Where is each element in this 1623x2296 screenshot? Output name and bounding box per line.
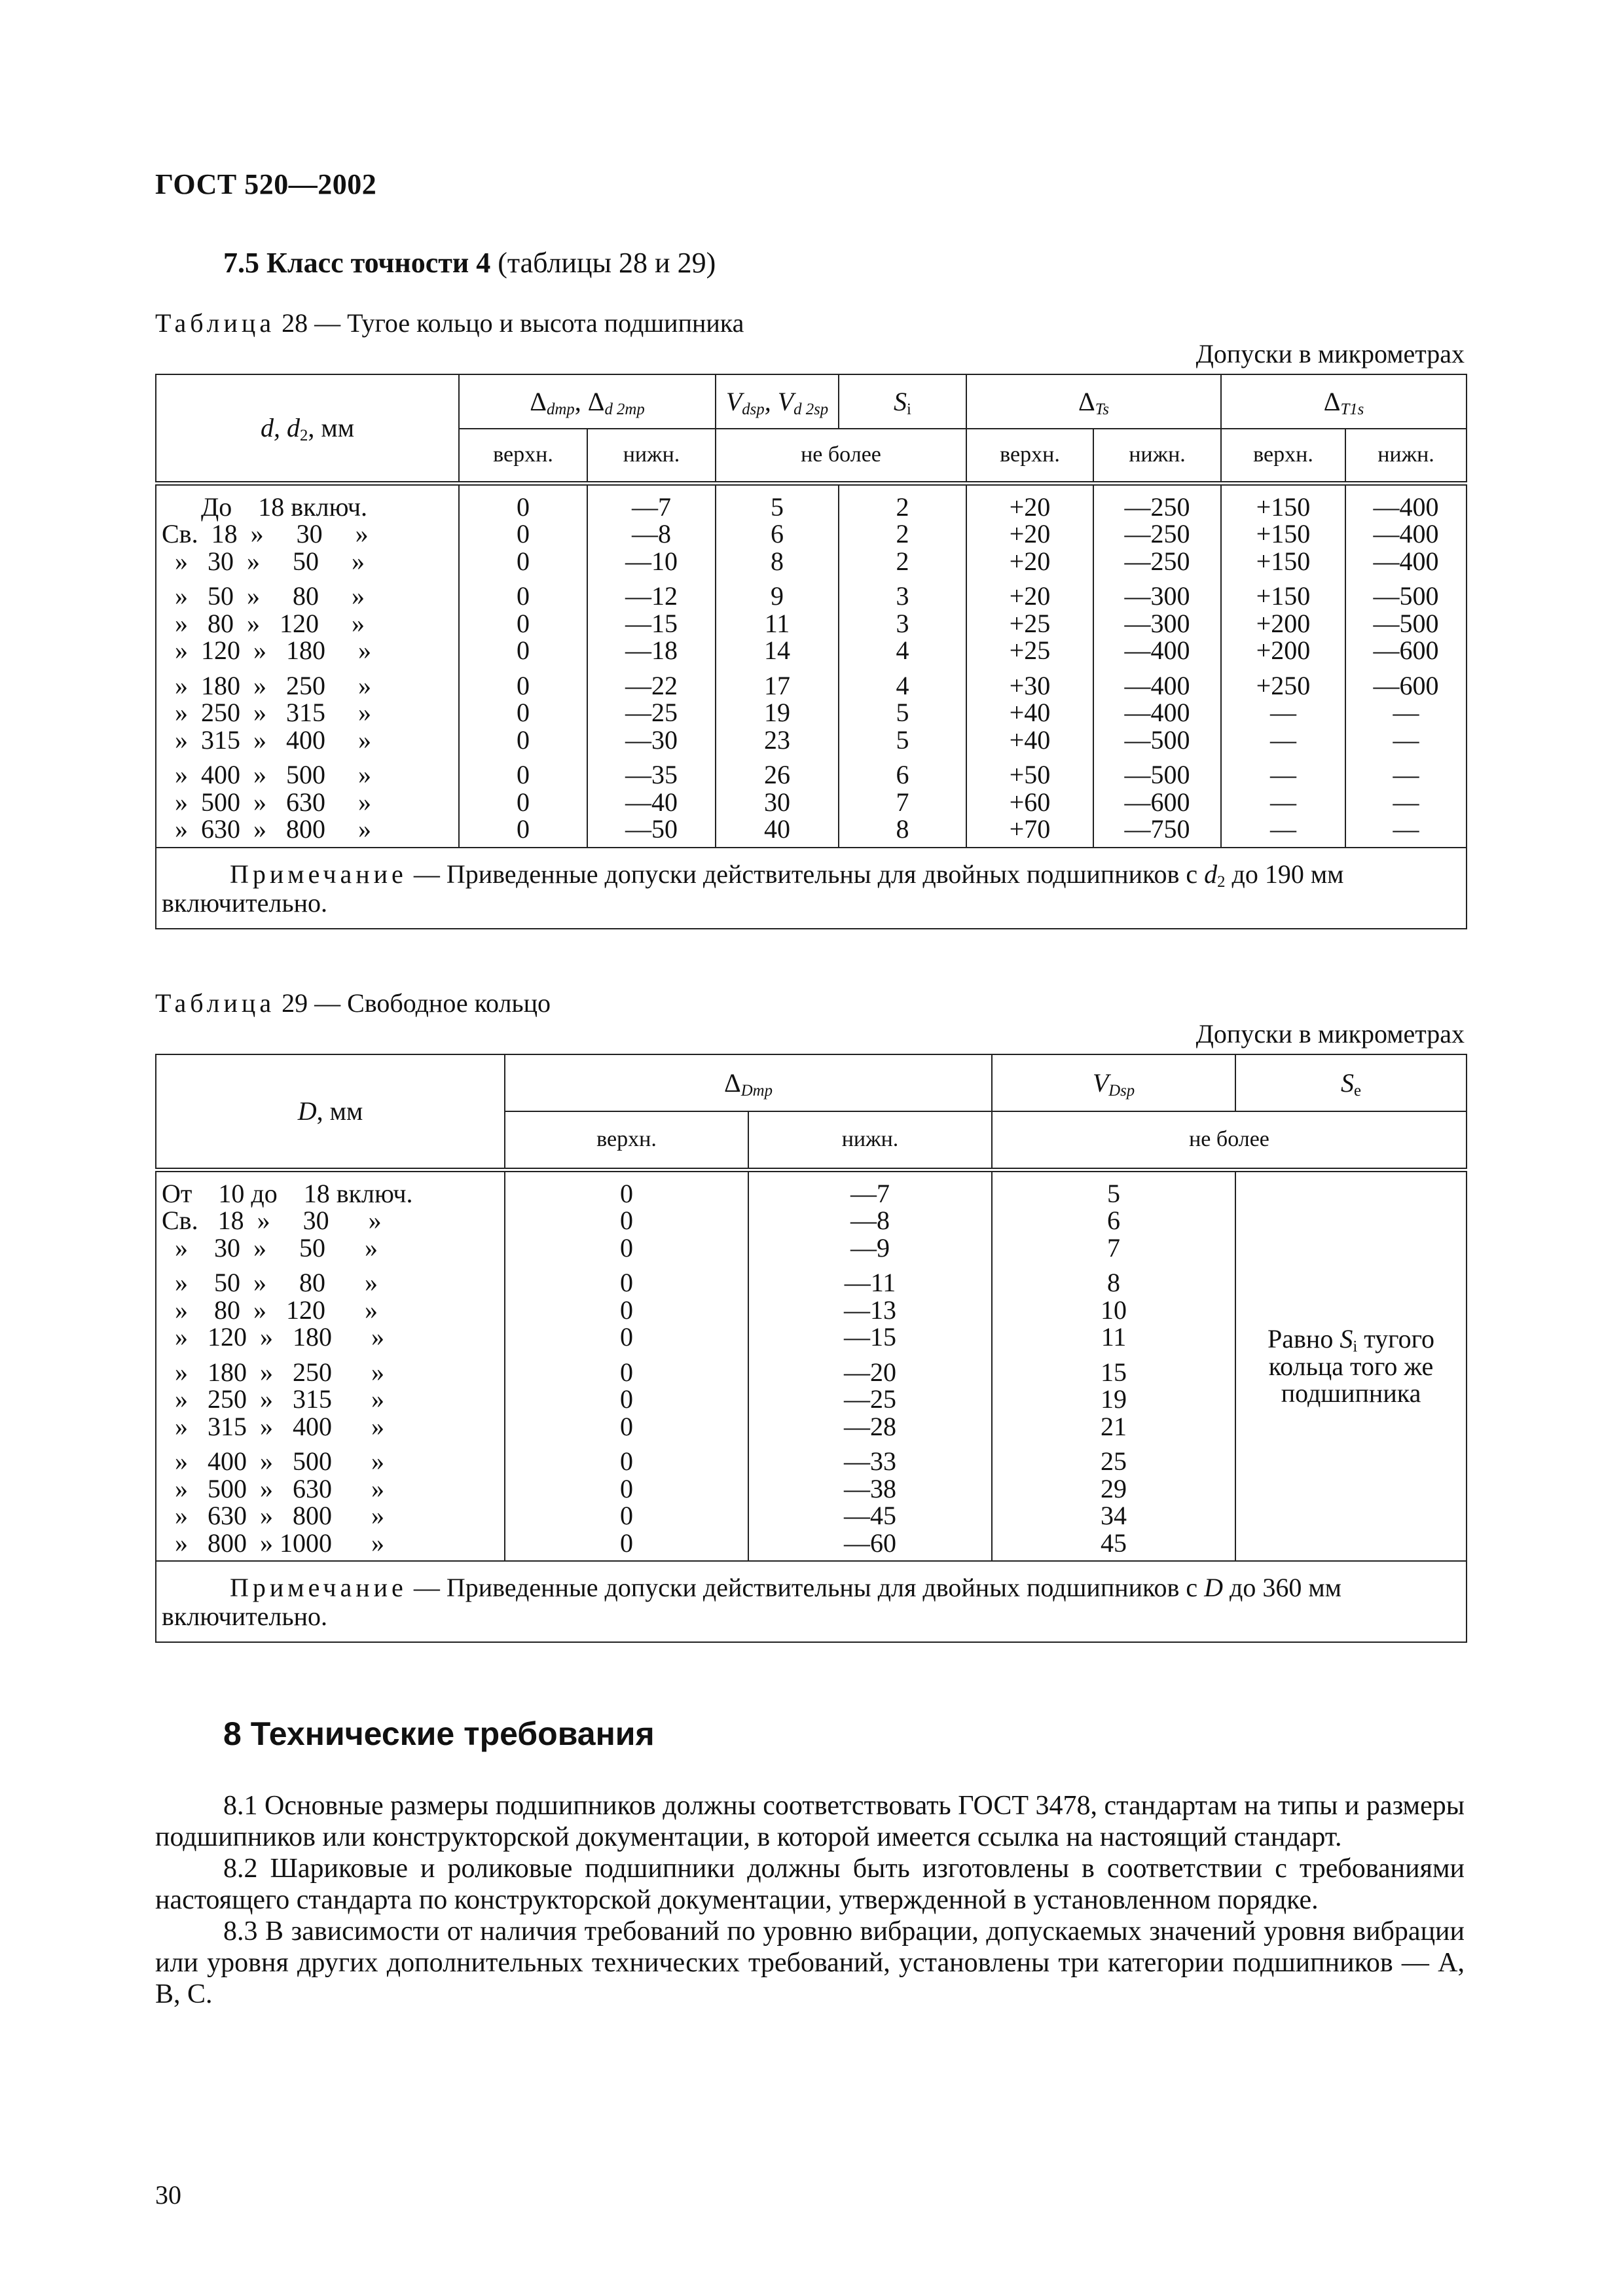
table-cell-value: 30 xyxy=(764,787,790,817)
value-column xyxy=(1093,483,1221,848)
table-cell-value: +150 xyxy=(1256,492,1311,522)
table-cell-value: 6 xyxy=(1107,1206,1121,1235)
value-column xyxy=(1345,483,1467,848)
table-cell-value: —28 xyxy=(844,1411,896,1441)
table-cell-value: —400 xyxy=(1373,492,1439,522)
table-cell-value: —500 xyxy=(1124,760,1190,789)
table-cell-value: 0 xyxy=(517,608,530,638)
size-range-label: Св. 18 » 30 » xyxy=(162,519,369,548)
table-cell-value: —60 xyxy=(844,1528,896,1558)
table-cell-value: —33 xyxy=(844,1446,896,1476)
table-cell-value: 45 xyxy=(1101,1528,1127,1558)
value-column xyxy=(716,483,839,848)
table-cell-value: —45 xyxy=(844,1501,896,1530)
size-range-label: » 250 » 315 » xyxy=(162,698,371,727)
subheader-lower: нижн. xyxy=(1345,429,1467,483)
section-7-5-heading: 7.5 Класс точности 4 (таблицы 28 и 29) xyxy=(223,247,716,279)
table-cell-value: 21 xyxy=(1101,1411,1127,1441)
table-cell-value: —38 xyxy=(844,1473,896,1503)
table-cell-value: 5 xyxy=(896,698,909,727)
table-cell-value: +250 xyxy=(1256,670,1311,700)
size-range-label: » 80 » 120 » xyxy=(162,1295,378,1325)
table-cell-value: 3 xyxy=(896,608,909,638)
table-cell-value: —40 xyxy=(625,787,678,817)
table-cell-value: 11 xyxy=(764,608,790,638)
table-28 xyxy=(155,374,1467,929)
table-cell-value: +25 xyxy=(1009,636,1051,665)
table-cell-value: —600 xyxy=(1124,787,1190,817)
size-range-label: » 50 » 80 » xyxy=(162,581,365,611)
table-cell-value: +200 xyxy=(1256,636,1311,665)
table-cell-value: 0 xyxy=(620,1411,633,1441)
table-cell-value: —600 xyxy=(1373,670,1439,700)
table-cell-value: 0 xyxy=(620,1322,633,1352)
table-cell-value: 14 xyxy=(764,636,790,665)
table-cell-value: +60 xyxy=(1009,787,1051,817)
table-cell-value: —8 xyxy=(632,519,671,548)
table-cell-value: — xyxy=(1393,787,1419,817)
table-cell-value: —250 xyxy=(1124,519,1190,548)
value-column xyxy=(1221,483,1345,848)
value-column xyxy=(992,1170,1235,1561)
value-column xyxy=(966,483,1093,848)
table-cell-value: —7 xyxy=(850,1178,890,1208)
table-cell-value: 0 xyxy=(517,670,530,700)
table-cell-value: —750 xyxy=(1124,814,1190,844)
table-cell-value: —15 xyxy=(625,608,678,638)
table-cell-value: —600 xyxy=(1373,636,1439,665)
table-cell-value: 8 xyxy=(896,814,909,844)
size-range-label: » 500 » 630 » xyxy=(162,787,371,817)
size-range-label: » 80 » 120 » xyxy=(162,608,365,638)
table-cell-value: —13 xyxy=(844,1295,896,1325)
table-cell-value: — xyxy=(1393,760,1419,789)
table-cell-value: 0 xyxy=(517,787,530,817)
size-range-label: » 400 » 500 » xyxy=(162,1446,384,1476)
size-column xyxy=(156,483,459,848)
table-cell-value: —500 xyxy=(1124,725,1190,755)
table-cell-value: 7 xyxy=(896,787,909,817)
page-number: 30 xyxy=(155,2180,181,2210)
table-cell-value: 5 xyxy=(771,492,784,522)
size-range-label: » 120 » 180 » xyxy=(162,636,371,665)
table-cell-value: —22 xyxy=(625,670,678,700)
table-cell-value: 0 xyxy=(517,581,530,611)
table-cell-value: 0 xyxy=(517,725,530,755)
subheader-lower: нижн. xyxy=(1093,429,1221,483)
size-range-label: От 10 до 18 включ. xyxy=(162,1178,413,1208)
header-v-Dsp: $V_{Dsp}$ xyxy=(992,1054,1235,1111)
table-cell-value: 17 xyxy=(764,670,790,700)
table-cell-value: 19 xyxy=(1101,1384,1127,1414)
table-cell-value: 25 xyxy=(1101,1446,1127,1476)
table-cell-value: 15 xyxy=(1101,1357,1127,1387)
value-column xyxy=(505,1170,748,1561)
table-28-note: Примечание — Приведенные допуски действительны для двойных подшипников с $d_2$ до 190 мм включительно. xyxy=(156,848,1467,929)
se-merged-cell: Равно $S_i$ тугого кольца того же подшипника xyxy=(1235,1170,1467,1561)
table-cell-value: +200 xyxy=(1256,608,1311,638)
header-s-e: $S_e$ xyxy=(1235,1054,1467,1111)
table-cell-value: —300 xyxy=(1124,581,1190,611)
table-cell-value: —11 xyxy=(844,1268,896,1297)
header-d-size: d, $d_2$, мм xyxy=(156,374,459,483)
table-cell-value: —8 xyxy=(850,1206,890,1235)
size-range-label: » 800 » 1000 » xyxy=(162,1528,384,1558)
subheader-upper: верхн. xyxy=(505,1111,748,1170)
paragraph-8-2: 8.2 Шариковые и роликовые подшипники должны быть изготовлены в соответствии с требованиями настоящего стандарта по конструкторской документации, утвержденной в установленном порядке. xyxy=(155,1854,1465,1915)
table-cell-value: —25 xyxy=(844,1384,896,1414)
table-cell-value: 6 xyxy=(896,760,909,789)
table-cell-value: 2 xyxy=(896,492,909,522)
table-cell-value: +40 xyxy=(1009,725,1051,755)
table-cell-value: —250 xyxy=(1124,546,1190,576)
header-delta-ts: $\Delta_{Ts}$ xyxy=(966,374,1221,429)
table-cell-value: — xyxy=(1270,698,1296,727)
table-cell-value: 0 xyxy=(620,1232,633,1263)
size-range-label: » 120 » 180 » xyxy=(162,1322,384,1352)
subheader-lower: нижн. xyxy=(587,429,716,483)
size-range-label: » 630 » 800 » xyxy=(162,814,371,844)
table-cell-value: 40 xyxy=(764,814,790,844)
table-cell-value: —400 xyxy=(1373,519,1439,548)
table-cell-value: +30 xyxy=(1009,670,1051,700)
table-cell-value: +25 xyxy=(1009,608,1051,638)
size-range-label: Св. 18 » 30 » xyxy=(162,1206,382,1235)
table-28-units: Допуски в микрометрах xyxy=(1195,339,1465,368)
subheader-max: не более xyxy=(992,1111,1467,1170)
table-cell-value: —20 xyxy=(844,1357,896,1387)
table-cell-value: —300 xyxy=(1124,608,1190,638)
table-cell-value: +150 xyxy=(1256,581,1311,611)
table-cell-value: — xyxy=(1270,787,1296,817)
table-cell-value: 4 xyxy=(896,670,909,700)
table-cell-value: — xyxy=(1270,760,1296,789)
table-cell-value: +20 xyxy=(1009,492,1051,522)
table-cell-value: 0 xyxy=(620,1206,633,1235)
table-cell-value: —7 xyxy=(632,492,671,522)
size-range-label: » 315 » 400 » xyxy=(162,1411,384,1441)
table-cell-value: —500 xyxy=(1373,581,1439,611)
size-range-label: » 30 » 50 » xyxy=(162,1232,378,1263)
table-cell-value: 0 xyxy=(517,636,530,665)
size-range-label: » 315 » 400 » xyxy=(162,725,371,755)
paragraph-8-1: 8.1 Основные размеры подшипников должны соответствовать ГОСТ 3478, стандартам на типы и размеры подшипников или конструкторской документации, в которой имеется ссылка на настоящий стандарт. xyxy=(155,1791,1465,1852)
table-cell-value: — xyxy=(1393,698,1419,727)
size-range-label: До 18 включ. xyxy=(162,492,368,522)
table-cell-value: 8 xyxy=(1107,1268,1121,1297)
table-cell-value: —500 xyxy=(1373,608,1439,638)
table-cell-value: —30 xyxy=(625,725,678,755)
table-cell-value: 19 xyxy=(764,698,790,727)
table-cell-value: 0 xyxy=(620,1528,633,1558)
table-cell-value: —12 xyxy=(625,581,678,611)
table-cell-value: 0 xyxy=(620,1295,633,1325)
value-column xyxy=(587,483,716,848)
subheader-upper: верхн. xyxy=(459,429,587,483)
table-cell-value: —35 xyxy=(625,760,678,789)
table-cell-value: 26 xyxy=(764,760,790,789)
paragraph-8-3: 8.3 В зависимости от наличия требований по уровню вибрации, допускаемых значений уровня вибрации или уровня других дополнительных технических требований, установлены три категории подшипников — А, В, С. xyxy=(155,1916,1465,2009)
table-cell-value: +40 xyxy=(1009,698,1051,727)
table-cell-value: 3 xyxy=(896,581,909,611)
table-cell-value: 0 xyxy=(517,492,530,522)
table-cell-value: 0 xyxy=(517,519,530,548)
table-cell-value: +20 xyxy=(1009,519,1051,548)
document-header: ГОСТ 520—2002 xyxy=(155,168,377,200)
table-cell-value: 0 xyxy=(620,1473,633,1503)
table-cell-value: +20 xyxy=(1009,546,1051,576)
table-cell-value: 6 xyxy=(771,519,784,548)
table-cell-value: 2 xyxy=(896,546,909,576)
header-v-dsp: $V_{dsp}$, $V_{d 2sp}$ xyxy=(716,374,839,429)
table-cell-value: —9 xyxy=(850,1232,890,1263)
table-cell-value: 7 xyxy=(1107,1232,1121,1263)
table-cell-value: 0 xyxy=(517,760,530,789)
table-29 xyxy=(155,1054,1467,1643)
table-cell-value: — xyxy=(1270,814,1296,844)
table-cell-value: 0 xyxy=(620,1501,633,1530)
header-delta-dmp: $\Delta_{dmp}$, $\Delta_{d 2mp}$ xyxy=(459,374,716,429)
value-column xyxy=(839,483,966,848)
table-cell-value: 0 xyxy=(620,1268,633,1297)
size-range-label: » 250 » 315 » xyxy=(162,1384,384,1414)
table-cell-value: 5 xyxy=(896,725,909,755)
table-cell-value: —50 xyxy=(625,814,678,844)
table-cell-value: —400 xyxy=(1124,698,1190,727)
table-28-body xyxy=(156,483,1467,848)
table-29-caption: Таблица 29 — Свободное кольцо xyxy=(155,988,551,1018)
header-delta-Dmp: $\Delta_{Dmp}$ xyxy=(505,1054,992,1111)
table-cell-value: 2 xyxy=(896,519,909,548)
table-cell-value: 8 xyxy=(771,546,784,576)
header-delta-t1s: $\Delta_{T1s}$ xyxy=(1221,374,1467,429)
table-29-body xyxy=(156,1170,1467,1561)
size-range-label: » 180 » 250 » xyxy=(162,670,371,700)
table-cell-value: +150 xyxy=(1256,519,1311,548)
subheader-lower: нижн. xyxy=(748,1111,992,1170)
table-cell-value: 0 xyxy=(517,698,530,727)
header-D-size: D, мм xyxy=(156,1054,505,1170)
table-cell-value: 0 xyxy=(620,1357,633,1387)
table-cell-value: 5 xyxy=(1107,1178,1121,1208)
table-cell-value: — xyxy=(1393,725,1419,755)
table-29-note: Примечание — Приведенные допуски действительны для двойных подшипников с D до 360 мм включительно. xyxy=(156,1561,1467,1642)
subheader-max: не более xyxy=(716,429,966,483)
table-cell-value: —25 xyxy=(625,698,678,727)
table-29-units: Допуски в микрометрах xyxy=(1195,1019,1465,1049)
table-cell-value: 29 xyxy=(1101,1473,1127,1503)
table-cell-value: 0 xyxy=(517,814,530,844)
table-cell-value: 0 xyxy=(517,546,530,576)
size-range-label: » 30 » 50 » xyxy=(162,546,365,576)
table-cell-value: +150 xyxy=(1256,546,1311,576)
table-cell-value: 0 xyxy=(620,1446,633,1476)
size-range-label: » 630 » 800 » xyxy=(162,1501,384,1530)
table-cell-value: 11 xyxy=(1101,1322,1127,1352)
subheader-upper: верхн. xyxy=(1221,429,1345,483)
header-s-i: $S_i$ xyxy=(839,374,966,429)
table-cell-value: 23 xyxy=(764,725,790,755)
table-cell-value: 10 xyxy=(1101,1295,1127,1325)
table-cell-value: 0 xyxy=(620,1384,633,1414)
value-column xyxy=(748,1170,992,1561)
table-cell-value: 9 xyxy=(771,581,784,611)
table-cell-value: +50 xyxy=(1009,760,1051,789)
section-8-heading: 8 Технические требования xyxy=(223,1715,655,1752)
table-cell-value: —18 xyxy=(625,636,678,665)
table-cell-value: —400 xyxy=(1373,546,1439,576)
size-range-label: » 400 » 500 » xyxy=(162,760,371,789)
table-cell-value: —400 xyxy=(1124,670,1190,700)
table-28-caption: Таблица 28 — Тугое кольцо и высота подшипника xyxy=(155,308,744,338)
size-range-label: » 180 » 250 » xyxy=(162,1357,384,1387)
size-range-label: » 500 » 630 » xyxy=(162,1473,384,1503)
subheader-upper: верхн. xyxy=(966,429,1093,483)
table-cell-value: —250 xyxy=(1124,492,1190,522)
section-8-body xyxy=(155,1790,1465,2010)
table-cell-value: —400 xyxy=(1124,636,1190,665)
table-cell-value: +20 xyxy=(1009,581,1051,611)
table-cell-value: — xyxy=(1393,814,1419,844)
size-range-label: » 50 » 80 » xyxy=(162,1268,378,1297)
table-cell-value: — xyxy=(1270,725,1296,755)
table-cell-value: 4 xyxy=(896,636,909,665)
table-cell-value: 0 xyxy=(620,1178,633,1208)
table-cell-value: —15 xyxy=(844,1322,896,1352)
table-cell-value: +70 xyxy=(1009,814,1051,844)
table-cell-value: —10 xyxy=(625,546,678,576)
size-column xyxy=(156,1170,505,1561)
table-cell-value: 34 xyxy=(1101,1501,1127,1530)
value-column xyxy=(459,483,587,848)
